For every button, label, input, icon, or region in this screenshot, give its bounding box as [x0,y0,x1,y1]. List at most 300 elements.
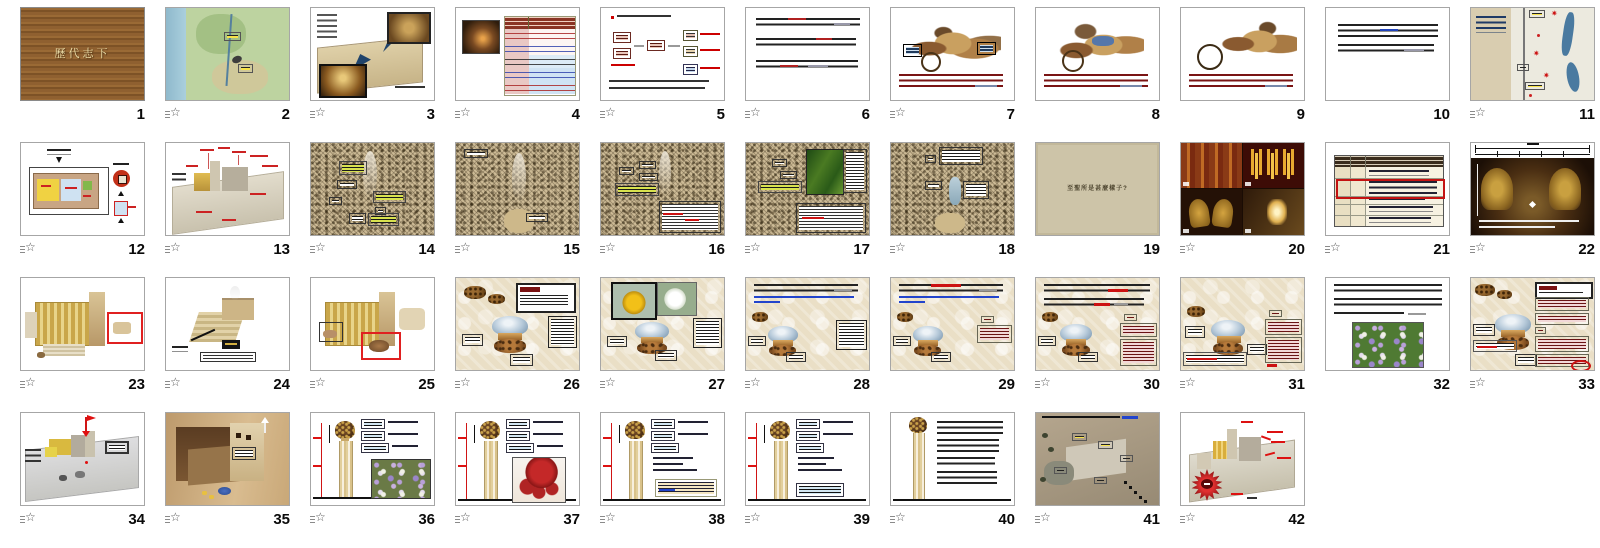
slide-number: 15 [563,241,580,258]
corner-label [1245,182,1251,186]
callout-box [615,183,659,196]
black-label-list [25,449,41,464]
dashed-path [1124,481,1127,484]
slide-thumbnail-11[interactable] [1470,7,1595,101]
table-cell-text [1369,170,1429,176]
slide-number: 1 [136,106,145,123]
red-mark [41,185,51,187]
capital-label-box [651,443,679,453]
map-dot-marker [1537,34,1540,37]
map-dot-marker [1529,94,1532,97]
paragraph-text [937,439,999,452]
animation-star-icon[interactable] [745,512,763,528]
tree-blob [1040,477,1046,482]
slide-cell [1325,7,1450,135]
gold-object [209,495,214,499]
slide-thumbnail-10[interactable] [1325,7,1450,101]
slide-thumbnail-8[interactable] [1035,7,1160,101]
slide-cell [1470,142,1595,270]
slide-cell [745,7,870,135]
slide-thumbnail-28[interactable] [745,277,870,371]
animation-star-icon[interactable] [1325,242,1343,258]
slide-number: 17 [853,241,870,258]
slide-thumbnail-34[interactable] [20,412,145,506]
slide-number: 42 [1288,511,1305,528]
red-label [700,49,720,52]
slide-thumbnail-22[interactable] [1470,142,1595,236]
dimension-label [1527,143,1539,146]
map-star-marker: ✷ [1533,49,1540,58]
animation-star-icon[interactable] [310,512,328,528]
org-box [683,30,698,41]
animation-star-icon[interactable] [1180,377,1198,393]
red-label [611,64,635,67]
temple-gray-block [1239,437,1261,461]
paragraph-text [937,457,995,465]
dimension-tick [1589,145,1590,153]
animation-star-icon[interactable] [165,512,183,528]
animation-star-icon[interactable] [1180,242,1198,258]
courtyard-object [59,475,67,481]
animation-star-icon[interactable] [20,377,38,393]
animation-star-icon[interactable] [600,242,618,258]
pillar-shaft [913,433,925,499]
red-dimension-label [748,437,756,440]
slide-thumbnail-15[interactable] [455,142,580,236]
star-burst-text [1204,483,1210,485]
animation-star-icon[interactable] [165,242,183,258]
slide-thumbnail-35[interactable] [165,412,290,506]
pillar-capital [770,421,790,439]
side-callout-box [1265,319,1302,335]
smoke-plume [512,153,526,203]
window-hole [236,433,241,438]
callout-box [977,42,996,55]
star-burst-center [1201,479,1213,489]
note-box-blue [796,483,844,497]
slide-cell [1470,7,1595,135]
label-box [1038,336,1056,346]
red-highlight-text [931,284,961,287]
label-side-text [392,445,418,448]
cherubim-photo [1471,158,1594,235]
callout-box [925,181,942,190]
slide-thumbnail-40[interactable] [890,412,1015,506]
bullet-marker [611,16,614,19]
callout-box [368,213,399,226]
capital-label-box [361,443,389,453]
slide-number: 36 [418,511,435,528]
altar-inner-square [118,175,127,184]
gold-object [202,491,207,495]
flower-meadow-photo [1352,322,1424,368]
blue-bowl [218,487,231,495]
lampstand [1271,153,1274,179]
slide-thumbnail-23[interactable] [20,277,145,371]
red-dimension-line [466,423,467,499]
black-dimension-line [474,425,475,443]
slide-cell [310,412,435,540]
slide-thumbnail-14[interactable] [310,142,435,236]
animation-star-icon[interactable] [1035,512,1053,528]
temple-steps [43,344,85,356]
slide-thumbnail-6[interactable] [745,7,870,101]
verse-text [1334,284,1442,294]
callout-box [464,149,488,158]
caption-text [395,86,425,89]
animation-star-icon[interactable] [600,512,618,528]
map-label-box [1529,10,1545,18]
temple-side-structure [399,308,425,330]
oxen-cluster [752,312,768,322]
slide-cell [1035,7,1160,135]
red-label [218,147,230,150]
red-dot-marker [85,461,88,464]
slide-thumbnail-42[interactable] [1180,412,1305,506]
slide-number: 39 [853,511,870,528]
down-arrow [56,157,62,163]
white-arrow-head [261,417,269,423]
slide-thumbnail-2[interactable] [165,7,290,101]
paragraph-text [756,60,858,69]
red-dimension-label [603,465,611,468]
map-label-box [1054,467,1067,474]
slide-thumbnail-30[interactable] [1035,277,1160,371]
slide-cell [1180,142,1305,270]
slide-thumbnail-27[interactable] [600,277,725,371]
verse-text [1334,298,1442,308]
black-dimension-line [764,425,765,443]
slide-thumbnail-38[interactable] [600,412,725,506]
slide-thumbnail-5[interactable] [600,7,725,101]
callout-box [373,191,406,203]
pillar-capital [909,417,927,433]
animation-star-icon[interactable] [745,107,763,123]
side-callout-box [977,325,1012,343]
red-label [700,33,720,36]
slide-thumbnail-24[interactable] [165,277,290,371]
red-pointer-line [238,155,239,165]
org-box [683,46,698,57]
animation-star-icon[interactable] [20,512,38,528]
horse-blanket [1092,36,1114,46]
callout-box [963,181,989,199]
cherub-statue [1481,168,1513,210]
oxen-cluster [464,286,486,299]
slide-number: 26 [563,376,580,393]
note-box-tan [655,479,717,497]
animation-star-icon[interactable] [600,107,618,123]
label-side-text [678,433,708,436]
side-callout-box [836,320,867,350]
slide-thumbnail-26[interactable] [455,277,580,371]
red-highlight-text [685,219,699,221]
laver-top-view [114,201,128,216]
red-dimension-line [321,423,322,497]
panel-text [1476,16,1506,33]
capital-label-box [506,431,530,441]
side-callout-box [1535,297,1589,311]
slide-number: 4 [571,106,580,123]
label-box [510,354,533,366]
slide-thumbnail-39[interactable] [745,412,870,506]
arrow-label [172,346,188,352]
slide-thumbnail-16[interactable] [600,142,725,236]
slide-cell [165,412,290,540]
title-text [617,15,671,18]
pillar-capital [625,421,645,439]
slide-thumbnail-25[interactable] [310,277,435,371]
callout-box [780,171,797,179]
red-highlight-text [788,18,806,20]
side-callout-box [1265,337,1302,363]
red-arrow-head [82,431,90,437]
callout-box [526,213,548,222]
slide-cell [310,142,435,270]
red-label [1231,493,1243,496]
bullet-text [653,457,693,460]
pomegranate-photo [512,457,566,503]
slide-number: 40 [998,511,1015,528]
slide-cell [1035,142,1160,270]
slide-thumbnail-13[interactable] [165,142,290,236]
slide-cell [165,277,290,405]
animation-star-icon[interactable] [1035,377,1053,393]
slide-thumbnail-29[interactable] [890,277,1015,371]
animation-star-icon[interactable] [20,242,38,258]
slide-number: 16 [708,241,725,258]
red-dimension-label [458,437,466,440]
red-label [222,219,236,222]
animation-star-icon[interactable] [890,242,908,258]
corner-label [1183,229,1189,233]
animation-star-icon[interactable] [600,377,618,393]
slide-number: 31 [1288,376,1305,393]
table-row [505,55,575,69]
cup-photo-inset [611,282,657,320]
english-note-text [899,296,999,299]
slide-thumbnail-9[interactable] [1180,7,1305,101]
reference-text [1120,85,1142,87]
map-label-box [238,64,253,73]
animation-star-icon[interactable] [890,107,908,123]
highlighted-laver [369,340,389,352]
label-box [786,352,806,362]
animation-star-icon[interactable] [455,512,473,528]
animation-star-icon[interactable] [745,242,763,258]
slide-number: 2 [281,106,290,123]
map-water [1564,61,1581,93]
label-box [748,336,766,346]
label-box [232,447,256,460]
animation-star-icon[interactable] [310,377,328,393]
note-box [659,201,721,233]
slide-number: 41 [1143,511,1160,528]
label-box [1473,324,1495,336]
animation-star-icon[interactable] [1470,242,1488,258]
temple-side-block [1197,453,1211,469]
side-label-box [1269,310,1282,317]
slide-thumbnail-32[interactable] [1325,277,1450,371]
animation-star-icon[interactable] [455,377,473,393]
slide-cell [20,142,145,270]
callout-box [939,147,983,165]
callout-box [337,180,357,189]
animation-star-icon[interactable] [310,107,328,123]
paragraph-text [756,38,856,47]
label-side-text [823,433,853,436]
side-callout-box [1120,323,1157,337]
label-side-text [678,421,708,424]
animation-star-icon[interactable] [165,377,183,393]
red-dimension-line [756,423,757,499]
side-label-box [1535,327,1546,334]
lampstand [1287,153,1290,179]
slide-cell [890,7,1015,135]
red-label [700,67,720,70]
table-row [505,68,575,82]
org-box [647,40,665,51]
pillar-shaft [774,441,788,499]
animation-star-icon[interactable] [310,242,328,258]
blue-highlight-text [659,489,675,491]
black-label [1247,497,1257,499]
slide-thumbnail-31[interactable] [1180,277,1305,371]
capital-label-box [506,443,534,453]
caption-text [1479,226,1555,228]
slide-number: 23 [128,376,145,393]
label-box [105,441,129,454]
org-box [613,32,631,43]
capital-label-box [651,431,675,441]
connector [634,45,644,47]
slide-number: 32 [1433,376,1450,393]
animation-star-icon[interactable] [165,107,183,123]
gray-reference-text [1114,303,1128,305]
slide-cell [600,277,725,405]
org-box [613,48,631,59]
slide-number: 10 [1433,106,1450,123]
capital-label-box [361,431,385,441]
slide-thumbnail-12[interactable] [20,142,145,236]
slide-thumbnail-17[interactable] [745,142,870,236]
ark-glow [1267,199,1287,225]
slide-number: 19 [1143,241,1160,258]
collage-columns-photo [1181,143,1242,188]
slide-thumbnail-19[interactable] [1035,142,1160,236]
slide-number: 21 [1433,241,1450,258]
red-arrow [128,206,136,208]
slide-number: 37 [563,511,580,528]
plan-label [47,149,71,155]
slide-number: 30 [1143,376,1160,393]
slide-number: 29 [998,376,1015,393]
slide-cell [890,142,1015,270]
ground-line [748,499,866,501]
oxen-cluster [1187,306,1205,317]
slide-cell [1035,412,1160,540]
red-dimension-label [313,465,321,468]
slide-thumbnail-33[interactable] [1470,277,1595,371]
slide-thumbnail-3[interactable] [310,7,435,101]
table-row [505,81,575,94]
animation-star-icon[interactable] [745,377,763,393]
label-text [225,343,237,345]
photo-inset [387,12,431,44]
gray-reference-text [979,289,997,291]
side-note-box [843,149,867,193]
temple-tower [1227,429,1237,459]
red-highlight-text [663,213,683,215]
label-box [462,334,483,346]
animation-star-icon[interactable] [890,512,908,528]
table-cell-text [1369,206,1433,212]
temple-gray-block [222,167,248,191]
map-star-marker: ✷ [1543,71,1550,80]
chariot-wheel [1062,50,1084,72]
label-side-text [388,433,418,436]
slide-thumbnail-20[interactable] [1180,142,1305,236]
paragraph-text [1044,284,1150,293]
red-label [186,165,198,168]
org-box [683,64,698,75]
slide-thumbnail-18[interactable] [890,142,1015,236]
red-highlight-text [780,65,798,67]
bullet-text [798,469,842,472]
side-label-box [981,316,994,323]
label-box [1078,352,1098,362]
slide-thumbnail-4[interactable] [455,7,580,101]
red-dimension-line [611,423,612,499]
dimension-line [1475,154,1590,155]
slide-thumbnail-41[interactable] [1035,412,1160,506]
slide-thumbnail-21[interactable] [1325,142,1450,236]
animation-star-icon[interactable] [1470,377,1488,393]
animation-star-icon[interactable] [455,107,473,123]
label-side-text [533,421,563,424]
priest-figure [949,177,961,205]
callout-box [639,173,658,181]
table [504,16,576,96]
red-highlight-text [802,217,824,219]
dimension-tick [1475,145,1476,153]
label-side-text [537,445,563,448]
slide-number: 28 [853,376,870,393]
pillar-capital [480,421,500,439]
micro-text-block [317,14,337,38]
red-pointer-line [208,153,209,169]
plan-room-yellow [37,179,59,201]
reference-text [1265,85,1287,87]
gray-reference-text [808,65,828,67]
bullet-text [653,463,683,466]
slide-thumbnail-1[interactable] [20,7,145,101]
slide-thumbnail-7[interactable] [890,7,1015,101]
slide-number: 20 [1288,241,1305,258]
red-highlight-text [1094,303,1110,306]
slide-thumbnail-36[interactable] [310,412,435,506]
slide-cell [600,7,725,135]
slide-row-3 [20,277,1595,405]
red-label [250,155,268,158]
slide-thumbnail-37[interactable] [455,412,580,506]
animation-star-icon[interactable] [455,242,473,258]
animation-star-icon[interactable] [1470,107,1488,123]
callout-box [349,213,366,224]
smoke-plume [230,286,240,300]
animation-star-icon[interactable] [1180,512,1198,528]
callout-box [639,161,656,169]
